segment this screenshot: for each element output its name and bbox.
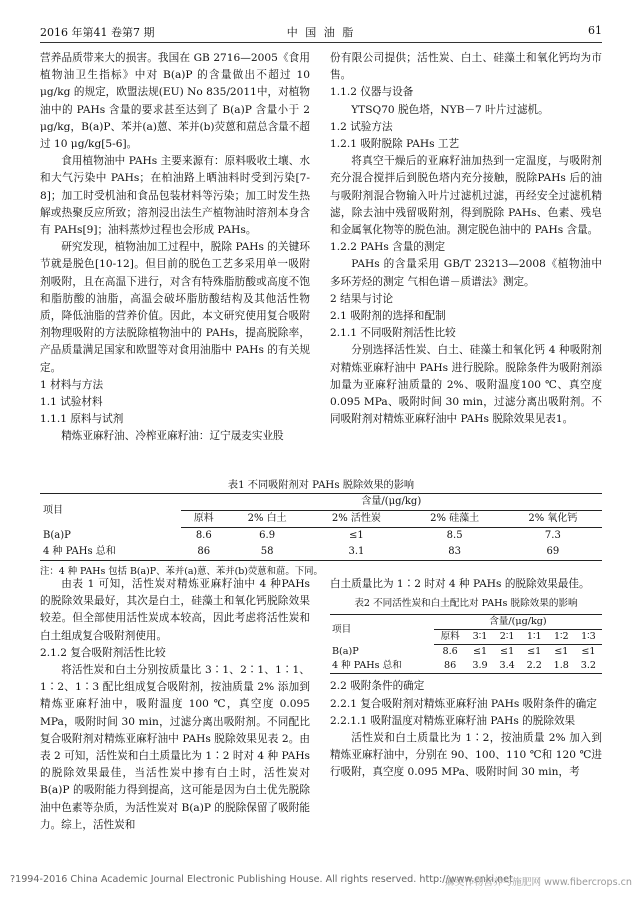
table-cell: 3.1 [307,544,405,561]
table-cell: ≤1 [554,646,569,658]
table-header-unit: 含量/(μg/kg) [434,615,602,630]
section-heading: 1.2.2 PAHs 含量的测定 [330,241,446,254]
table-cell: 8.6 [442,646,458,658]
section-heading: 2.2.1.1 吸附温度对精炼亚麻籽油 PAHs 的脱除效果 [330,714,576,727]
table-cell: 8.6 [195,530,212,541]
data-table [40,493,602,561]
table-1 [40,476,602,577]
table-header-cell: 1∶1 [521,630,548,645]
paragraph: 研究发现，植物油加工过程中，脱除 PAHs 的关键环节就是脱色[10-12]。但目前的脱色工艺多采用单一吸附剂吸附，且在高温下进行，对含有特殊脂肪酸或高度不饱和脂肪酸的油脂，高温会破坏脂肪酸结构及其他活性物质，降低油脂的营养价值。因此，本文研究使用复合吸附剂物理吸附的方法脱除植物油中的 PAHs，提高脱除率，产品质量满足国家和欧盟等对食用油脂中 PAHs 的有关规定。 [40,241,310,374]
table-header-cell: 2% 活性炭 [307,511,405,528]
row-label: B(a)P [43,529,71,541]
table-row [40,528,602,545]
table-header-cell: 原料 [434,630,467,645]
right-column-bottom [330,576,602,782]
section-heading: 2.2.1 复合吸附剂对精炼亚麻籽油 PAHs 吸附条件的确定 [330,697,597,710]
table-header-item: 项目 [330,615,434,645]
table-header-cell: 1∶3 [575,630,602,645]
paragraph: 白土质量比为 1∶2 时对 4 种 PAHs 的脱除效果最佳。 [330,578,590,590]
paragraph: PAHs 的含量采用 GB/T 23213—2008《植物油中多环芳烃的测定 气相色谱－质谱法》测定。 [330,258,602,288]
table-cell: ≤1 [581,646,596,658]
paragraph: 由表 1 可知，活性炭对精炼亚麻籽油中 4 种PAHs 的脱除效果最好，其次是白土，硅藻土和氧化钙脱除效果较差。但全部使用活性炭成本较高，因此考虑将活性炭和白土组成复合吸附剂使用。 [40,578,310,642]
section-heading: 2.1.2 复合吸附剂活性比较 [40,646,166,659]
table-header-cell: 原料 [181,511,227,528]
right-column-top [330,50,602,428]
paragraph: 将真空干燥后的亚麻籽油加热到一定温度，与吸附剂充分混合搅拌后到脱色塔内充分接触，脱除PAHs 后的油与吸附剂混合物输入叶片过滤机过滤，再经安全过滤机精滤，除去油中残留吸附剂，得到脱除 PAHs、色素、残皂和金属氧化物等的脱色油。测定脱色油中的 PAHs 含量。 [330,155,602,237]
header-rule [40,42,602,43]
table-cell: 8.5 [446,530,463,541]
left-column-top [40,50,310,446]
table-note: 注：4 种 PAHs 包括 B(a)P、苯并(a)蒽、苯并(b)荧蒽和䓛。下同。 [40,566,323,577]
table-header-cell: 2% 硅藻土 [406,511,504,528]
section-heading: 1.1.1 原料与试剂 [40,413,124,426]
paragraph: 活性炭和白土质量比为 1∶2，按油质量 2% 加入到精炼亚麻籽油中，分别在 90、100、110 ℃和 120 ℃进行吸附，真空度 0.095 MPa、吸附时间 30 min，考 [330,732,602,779]
journal-name: 中 国 油 脂 [286,26,356,39]
issue-info: 2016 年第41 卷第7 期 [40,26,155,39]
table-header-cell: 2∶1 [494,630,521,645]
table-header-cell: 2% 白土 [227,511,307,528]
section-heading: 2.1.1 不同吸附剂活性比较 [330,327,456,340]
table-cell: 83 [406,544,504,561]
paragraph: YTSQ70 脱色塔，NYB－7 叶片过滤机。 [351,103,549,116]
table-row [40,544,602,561]
section-heading: 2 结果与讨论 [330,292,394,305]
section-heading: 2.1 吸附剂的选择和配制 [330,310,446,323]
table-header-item: 项目 [40,494,181,528]
table-cell: ≤1 [472,646,488,658]
table-cell: 6.9 [259,530,276,541]
section-heading: 1.1 试验材料 [40,396,103,409]
table-cell: ≤1 [527,646,542,658]
table-cell: 86 [434,659,467,674]
section-heading: 2.2 吸附条件的确定 [330,680,425,693]
table-cell: 58 [227,544,307,561]
paragraph: 食用植物油中 PAHs 主要来源有：原料吸收土壤、水和大气污染中 PAHs；在柏油路上晒油料时受到污染[7-8]；加工时受机油和食品包装材料等污染；加工时发生热解或热聚反应所致；溶剂浸出法生产植物油时溶剂本身含有 PAHs[9]；油料蒸炒过程也会形成 PAHs。 [40,155,310,237]
table-header-unit: 含量/(μg/kg) [181,494,602,511]
table-title: 表2 不同活性炭和白土配比对 PAHs 脱除效果的影响 [354,598,578,610]
left-column-bottom [40,576,310,834]
section-heading: 1 材料与方法 [40,378,104,391]
table-row [330,645,602,660]
row-label: 4 种 PAHs 总和 [40,544,181,561]
page-number: 61 [588,24,602,37]
running-header [40,20,602,44]
section-heading: 1.1.2 仪器与设备 [330,86,414,99]
table-cell: 3.9 [466,659,493,674]
copyright-line: ?1994-2016 China Academic Journal Electronic Publishing House. All rights reserved. http://www.cnki.net [10,874,513,885]
table-cell: 7.3 [544,530,561,541]
watermark: 麻类作物营养与施肥网 www.fibercrops.cn [445,877,632,888]
table-row [330,659,602,674]
table-cell: ≤1 [500,646,515,658]
table-cell: 3.2 [575,659,602,674]
table-2 [330,595,602,674]
row-label: B(a)P [332,646,359,658]
paragraph: 份有限公司提供；活性炭、白土、硅藻土和氧化钙均为市售。 [330,52,602,82]
paragraph: 分别选择活性炭、白土、硅藻土和氧化钙 4 种吸附剂对精炼亚麻籽油中 PAHs 进行脱除。脱除条件为吸附剂添加量为亚麻籽油质量的 2%、吸附温度100 ℃、真空度 0.095 MPa、吸附时间 30 min，过滤分离出吸附剂。不同吸附剂对精炼亚麻籽油中 PAHs 脱除效果见表1。 [330,344,602,426]
section-heading: 1.2.1 吸附脱除 PAHs 工艺 [330,138,460,151]
table-cell: 1.8 [548,659,575,674]
table-cell: 69 [504,544,602,561]
paragraph: 将活性炭和白土分别按质量比 3∶1、2∶1、1∶1、1∶2、1∶3 配比组成复合吸附剂，按油质量 2% 添加到精炼亚麻籽油中，吸附温度 100 ℃，真空度 0.095 MPa，吸附时间 30 min，过滤分离出吸附剂。不同配比复合吸附剂对精炼亚麻籽油中 PAHs 脱除效果见表 2。由表 2 可知，活性炭和白土质量比为 1∶2 时对 4 种 PAHs 的脱除效果最佳，当活性炭中掺有白土时，活性炭对 B(a)P 的吸附能力得到提高，这可能是因为白土优先脱除油中色素等杂质，为活性炭对 B(a)P 的脱除保留了吸附能力。综上，活性炭和 [40,664,310,831]
table-header-cell: 1∶2 [548,630,575,645]
table-cell: 3.4 [494,659,521,674]
table-header-cell: 2% 氧化钙 [504,511,602,528]
table-header-cell: 3∶1 [466,630,493,645]
table-cell: ≤1 [349,530,364,541]
section-heading: 1.2 试验方法 [330,120,393,133]
paragraph: 精炼亚麻籽油、冷榨亚麻籽油：辽宁晟麦实业股 [61,430,284,443]
table-title: 表1 不同吸附剂对 PAHs 脱除效果的影响 [227,480,415,491]
table-cell: 2.2 [521,659,548,674]
paragraph: 营养品质带来大的损害。我国在 GB 2716—2005《食用植物油卫生指标》中对 B(a)P 的含量做出不超过 10 μg/kg 的规定，欧盟法规(EU) No 835/2011中，对植物油中的 PAHs 含量的要求甚至达到了 B(a)P 含量小于 2 μg/kg，B(a)P、苯并(a)蒽、苯并(b)荧蒽和䓛总含量不超过 10 μg/kg[5-6]。 [40,52,310,151]
row-label: 4 种 PAHs 总和 [330,659,434,674]
table-cell: 86 [181,544,227,561]
data-table [330,614,602,674]
